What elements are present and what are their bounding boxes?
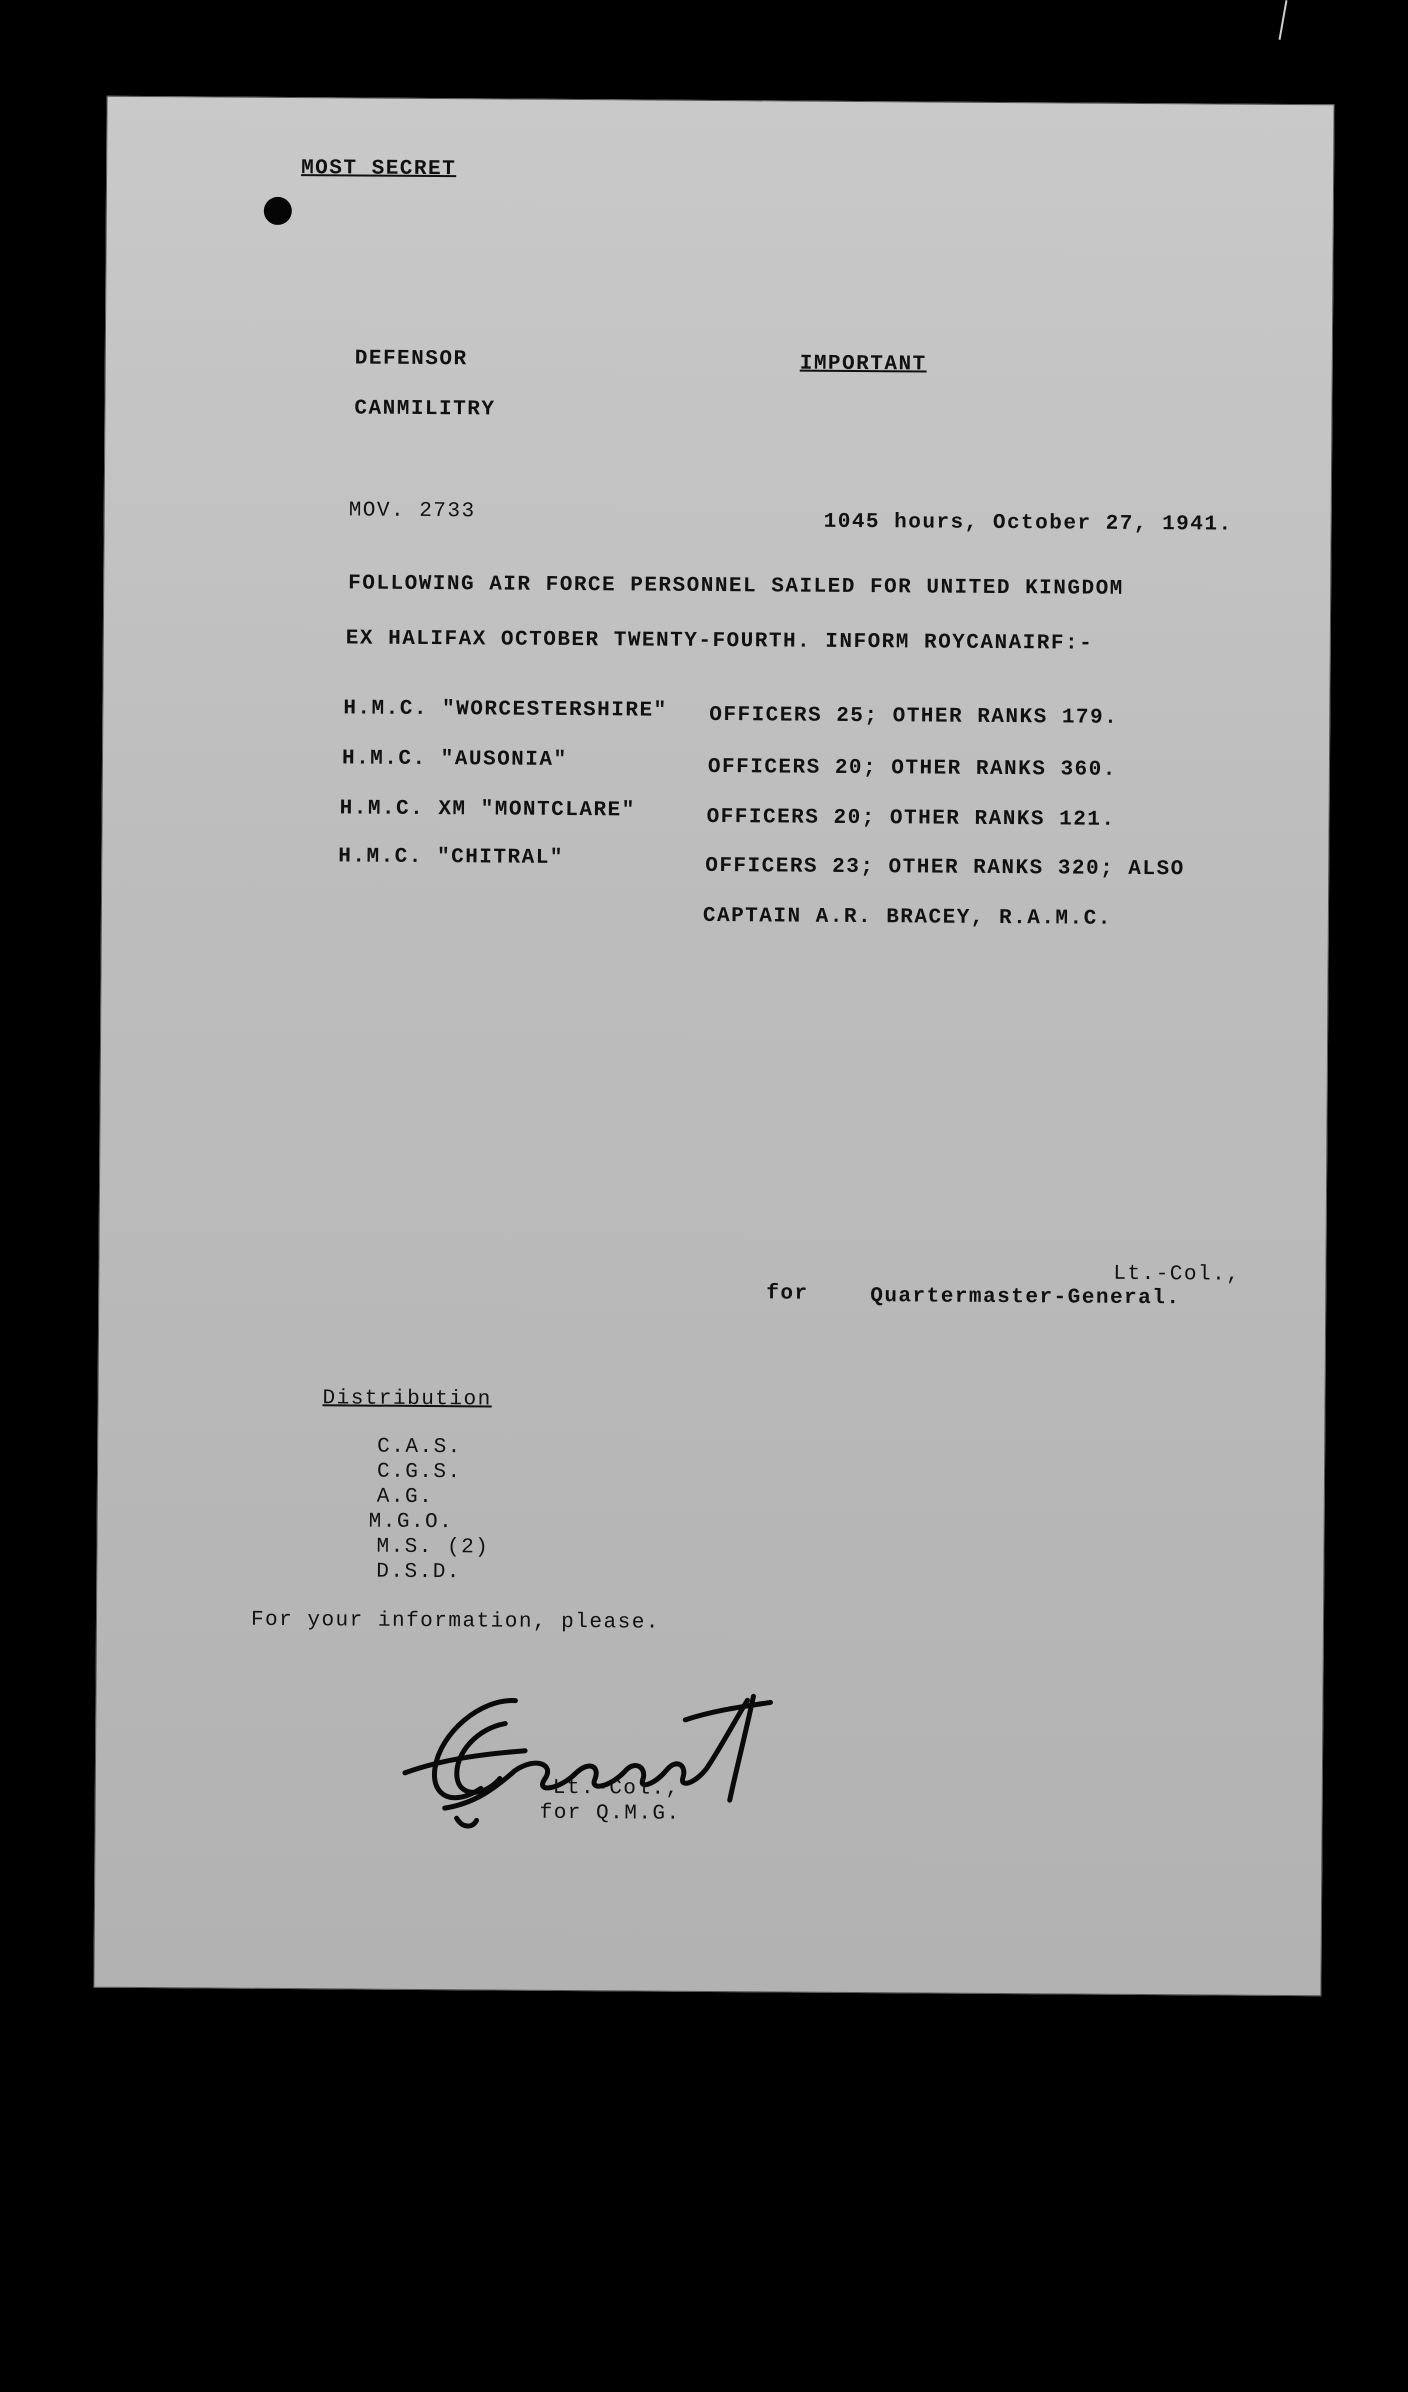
distribution-heading: Distribution xyxy=(322,1387,492,1412)
distribution-item: M.S. (2) xyxy=(376,1535,490,1560)
ship-name: H.M.C. "WORCESTERSHIRE" xyxy=(343,697,668,723)
date-time: 1045 hours, October 27, 1941. xyxy=(823,510,1233,537)
information-note: For your information, please. xyxy=(250,1608,661,1635)
signature-for: for xyxy=(766,1282,809,1306)
footer-for: for Q.M.G. xyxy=(539,1801,681,1826)
punch-hole xyxy=(264,197,292,225)
distribution-item: M.G.O. xyxy=(368,1510,454,1535)
document-page xyxy=(93,96,1334,1997)
additional-personnel: CAPTAIN A.R. BRACEY, R.A.M.C. xyxy=(702,904,1112,931)
ship-personnel: OFFICERS 25; OTHER RANKS 179. xyxy=(709,703,1119,730)
message-line-2: EX HALIFAX OCTOBER TWENTY-FOURTH. INFORM ROYCANAIRF:- xyxy=(345,627,1094,656)
bleed-through-text xyxy=(138,1216,156,1281)
ship-personnel: OFFICERS 23; OTHER RANKS 320; ALSO xyxy=(705,854,1185,882)
signature-rank: Lt.-Col., xyxy=(1113,1262,1241,1287)
priority-label: IMPORTANT xyxy=(799,352,927,377)
ship-name: H.M.C. "CHITRAL" xyxy=(338,845,565,870)
ship-name: H.M.C. XM "MONTCLARE" xyxy=(339,797,636,823)
ship-personnel: OFFICERS 20; OTHER RANKS 360. xyxy=(707,755,1117,782)
reference-number: MOV. 2733 xyxy=(348,499,476,524)
to-address: DEFENSOR xyxy=(354,347,468,372)
distribution-item: C.A.S. xyxy=(377,1435,462,1460)
message-line-1: FOLLOWING AIR FORCE PERSONNEL SAILED FOR UNITED KINGDOM xyxy=(348,572,1124,601)
distribution-item: A.G. xyxy=(376,1485,434,1510)
from-address: CANMILITRY xyxy=(354,397,496,422)
ship-personnel: OFFICERS 20; OTHER RANKS 121. xyxy=(706,805,1116,832)
signature-title: Quartermaster-General. xyxy=(870,1285,1181,1311)
classification-label: MOST SECRET xyxy=(301,157,457,182)
distribution-item: D.S.D. xyxy=(376,1560,462,1585)
ship-name: H.M.C. "AUSONIA" xyxy=(341,747,568,772)
footer-rank: Lt.-Col., xyxy=(552,1776,680,1801)
distribution-item: C.G.S. xyxy=(376,1460,462,1485)
film-scratch xyxy=(1279,0,1288,40)
